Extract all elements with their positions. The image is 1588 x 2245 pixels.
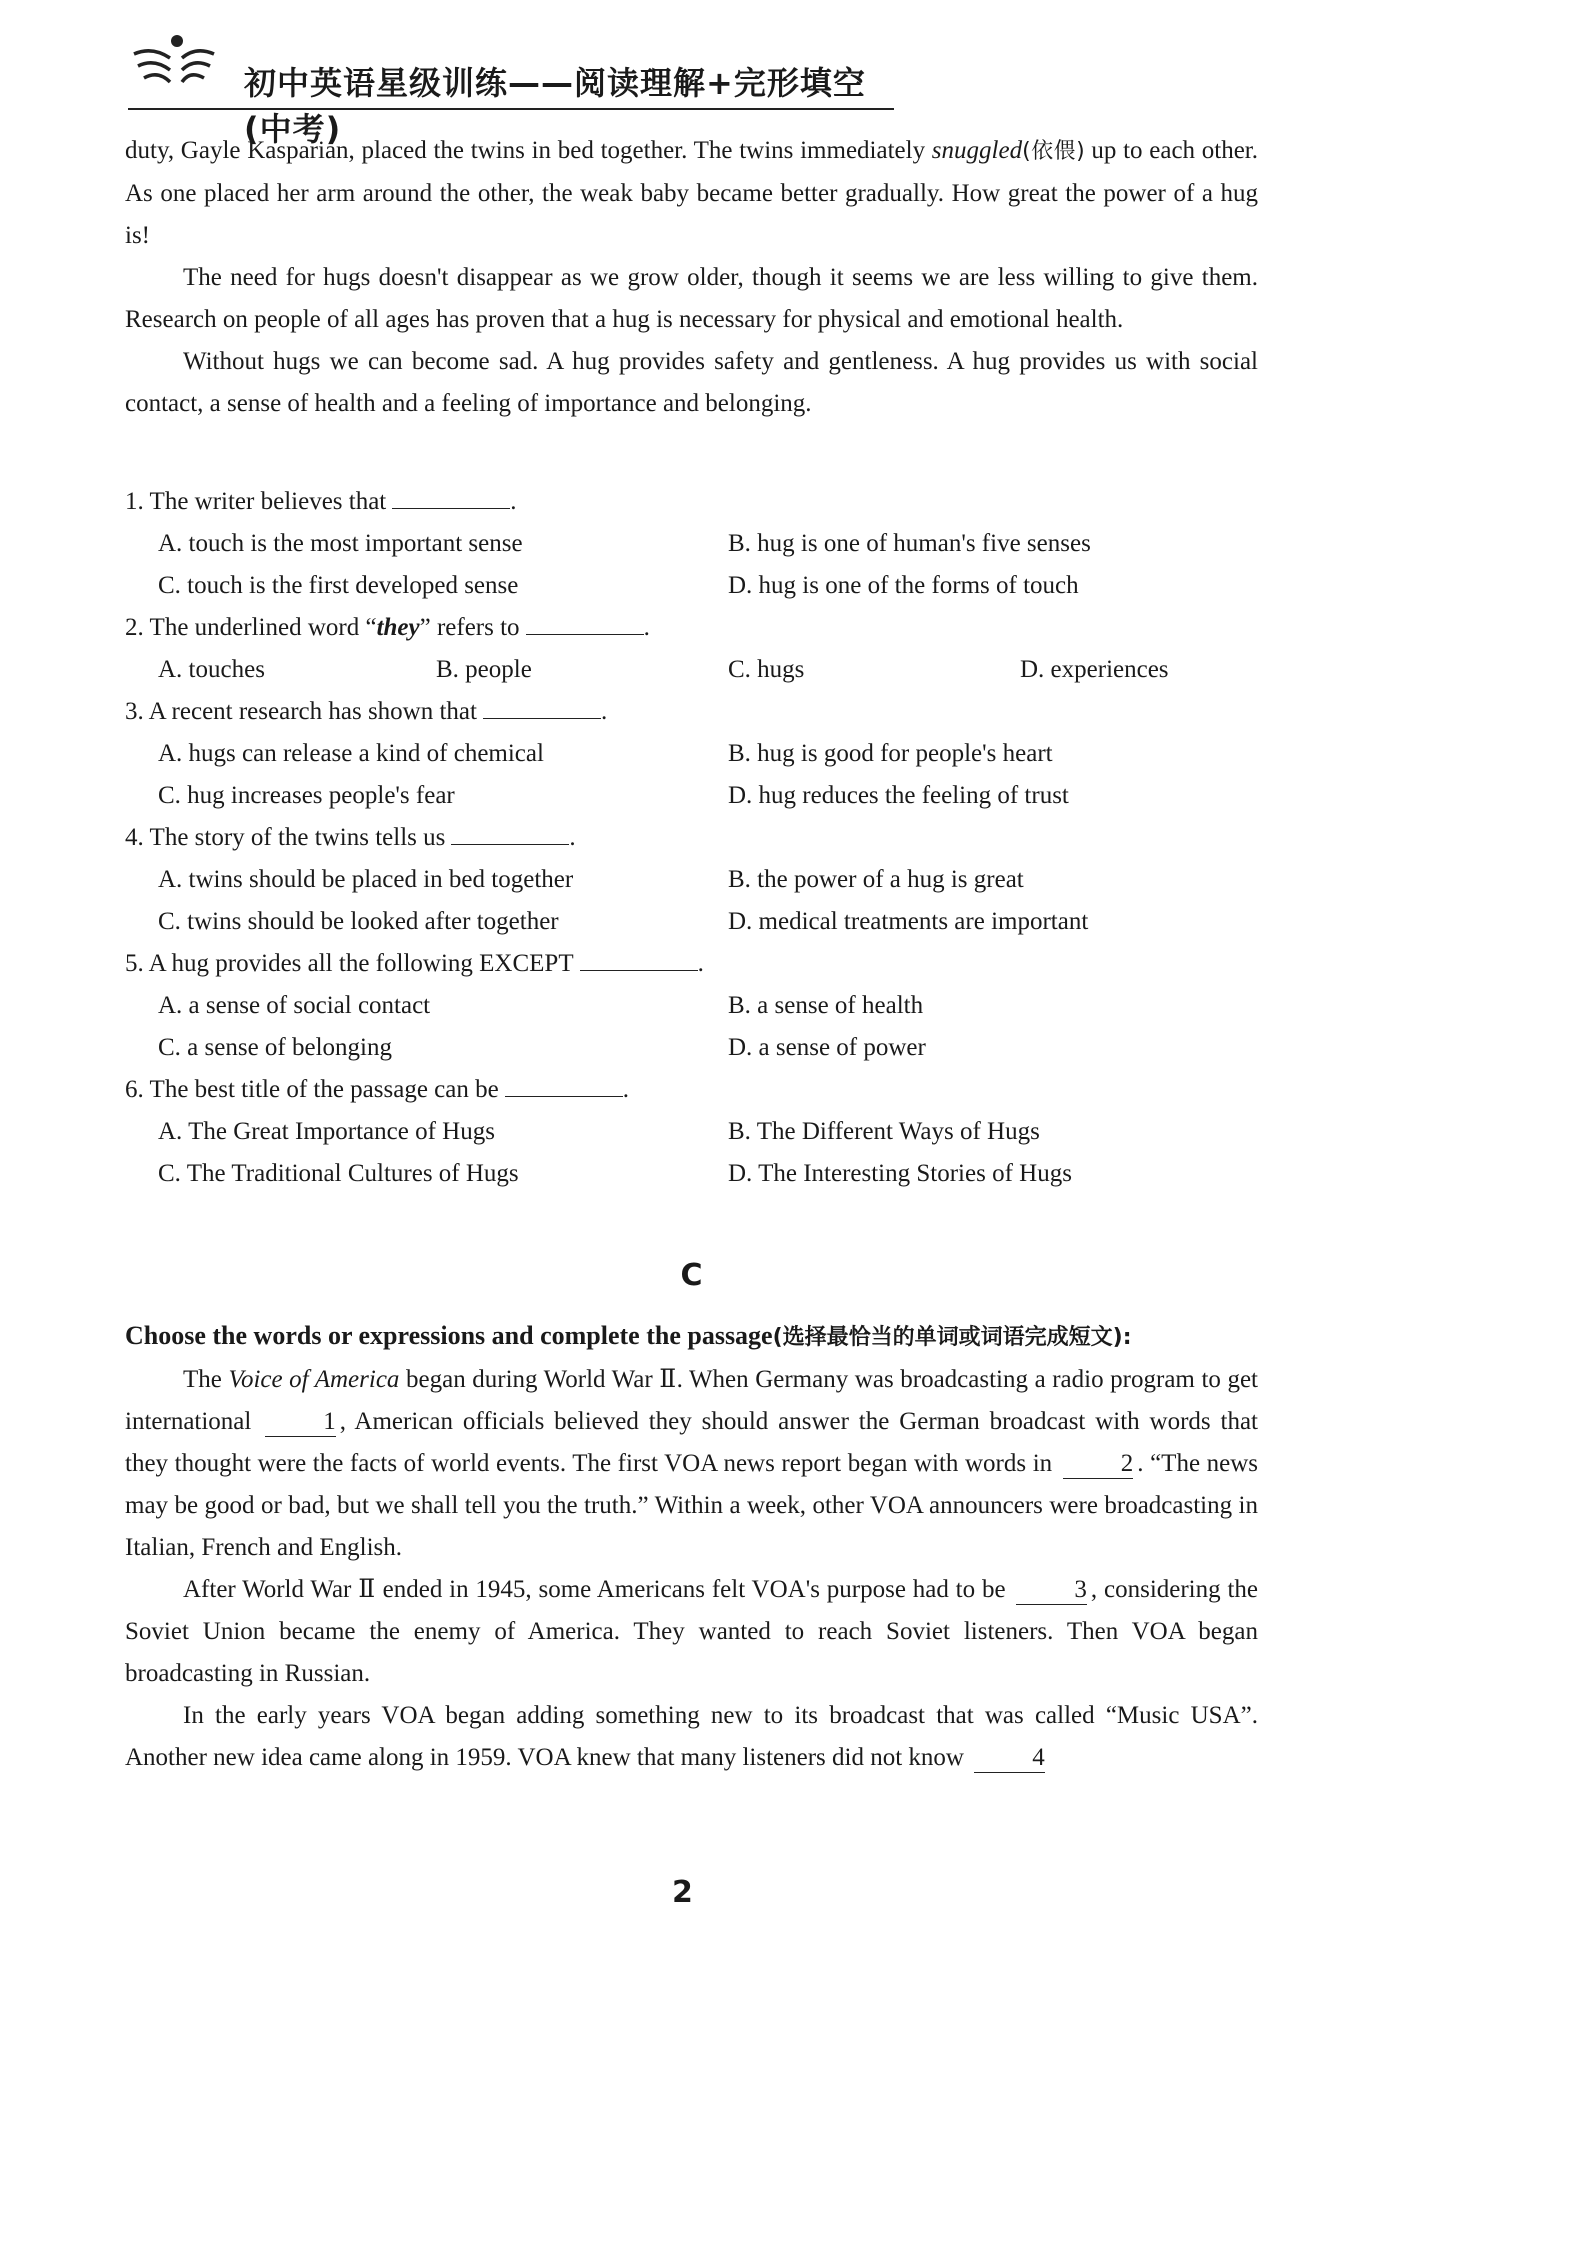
question-2-options	[125, 649, 1258, 691]
question-5: 5. A hug provides all the following EXCEPT .	[125, 943, 1258, 985]
passage-c-paragraph-3: In the early years VOA began adding something new to its broadcast that was called “Music USA”. Another new idea came along in 1959. VOA knew that many listeners did not know 4	[125, 1702, 1258, 1771]
passage-c-paragraph-2: After World War Ⅱ ended in 1945, some Americans felt VOA's purpose had to be 3 , considering the Soviet Union became the enemy of America. They wanted to reach Soviet listeners. Then VOA began broadcasting in Russian.	[125, 1576, 1258, 1687]
question-6-options	[125, 1111, 1258, 1153]
question-4-options	[125, 859, 1258, 901]
question-3: 3. A recent research has shown that .	[125, 691, 1258, 733]
option-b: B. hug is one of human's five senses	[728, 530, 1091, 557]
question-2: 2. The underlined word “they” refers to .	[125, 607, 1258, 649]
passage-b-paragraph-1: duty, Gayle Kasparian, placed the twins in bed together. The twins immediately snuggled(依偎) up to each other. As one placed her arm around the other, the weak baby became better gradually. How great the power of a hug is!	[125, 137, 1258, 249]
section-c-title: C	[680, 1258, 703, 1293]
option-a: A. hugs can release a kind of chemical	[158, 740, 544, 767]
question-1: 1. The writer believes that .	[125, 481, 1258, 523]
option-a: A. The Great Importance of Hugs	[158, 1118, 495, 1145]
passage-b-paragraph-2: The need for hugs doesn't disappear as we grow older, though it seems we are less willing to give them. Research on people of all ages has proven that a hug is necessary for physical and emotional health.	[125, 264, 1258, 333]
cloze-blank-2[interactable]: 2	[1063, 1450, 1134, 1479]
option-a: A. twins should be placed in bed together	[158, 866, 574, 893]
option-a: A. touch is the most important sense	[158, 530, 523, 557]
they-word: they	[376, 614, 420, 641]
book-logo-icon	[130, 32, 216, 98]
option-a: A. a sense of social contact	[158, 992, 431, 1019]
answer-blank[interactable]	[580, 944, 698, 971]
question-1-options	[125, 523, 1258, 565]
answer-blank[interactable]	[451, 818, 569, 845]
question-4: 4. The story of the twins tells us .	[125, 817, 1258, 859]
option-a: A. touches	[158, 656, 265, 683]
snuggled-word: snuggled	[931, 137, 1023, 164]
option-b: B. people	[436, 656, 532, 683]
option-b: B. The Different Ways of Hugs	[728, 1118, 1040, 1145]
page-number: 2	[672, 1875, 693, 1910]
cloze-blank-4[interactable]: 4	[974, 1744, 1045, 1773]
voa-title: Voice of America	[228, 1366, 400, 1393]
option-d: D. hug is one of the forms of touch	[728, 572, 1079, 599]
header-title: 初中英语星级训练——阅读理解+完形填空(中考)	[244, 64, 866, 148]
option-d: D. medical treatments are important	[728, 908, 1089, 935]
passage-b-paragraph-3: Without hugs we can become sad. A hug provides safety and gentleness. A hug provides us with social contact, a sense of health and a feeling of importance and belonging.	[125, 348, 1258, 417]
option-c: C. The Traditional Cultures of Hugs	[158, 1160, 519, 1187]
question-6: 6. The best title of the passage can be .	[125, 1069, 1258, 1111]
option-b: B. hug is good for people's heart	[728, 740, 1053, 767]
answer-blank[interactable]	[483, 692, 601, 719]
option-b: B. the power of a hug is great	[728, 866, 1024, 893]
page-content	[125, 130, 1258, 1779]
question-5-options	[125, 985, 1258, 1027]
option-d: D. experiences	[1020, 656, 1169, 683]
question-3-options	[125, 733, 1258, 775]
section-c-instruction: Choose the words or expressions and complete the passage(选择最恰当的单词或词语完成短文):	[125, 1321, 1132, 1350]
answer-blank[interactable]	[526, 608, 644, 635]
option-d: D. a sense of power	[728, 1034, 926, 1061]
option-c: C. hug increases people's fear	[158, 782, 455, 809]
option-d: D. The Interesting Stories of Hugs	[728, 1160, 1072, 1187]
page-header	[128, 28, 894, 148]
option-b: B. a sense of health	[728, 992, 924, 1019]
option-c: C. twins should be looked after together	[158, 908, 559, 935]
option-c: C. hugs	[728, 656, 805, 683]
cloze-blank-1[interactable]: 1	[265, 1408, 336, 1437]
option-d: D. hug reduces the feeling of trust	[728, 782, 1069, 809]
passage-c-paragraph-1: The Voice of America began during World War Ⅱ. When Germany was broadcasting a radio program to get international 1 , American officials believed they should answer the German broadcast with words that they thought were the facts of world events. The first VOA news report began with words in 2 . “The news may be good or bad, but we shall tell you the truth.” Within a week, other VOA announcers were broadcasting in Italian, French and English.	[125, 1366, 1259, 1561]
answer-blank[interactable]	[392, 482, 510, 509]
cloze-blank-3[interactable]: 3	[1016, 1576, 1087, 1605]
option-c: C. a sense of belonging	[158, 1034, 392, 1061]
option-c: C. touch is the first developed sense	[158, 572, 519, 599]
answer-blank[interactable]	[505, 1070, 623, 1097]
